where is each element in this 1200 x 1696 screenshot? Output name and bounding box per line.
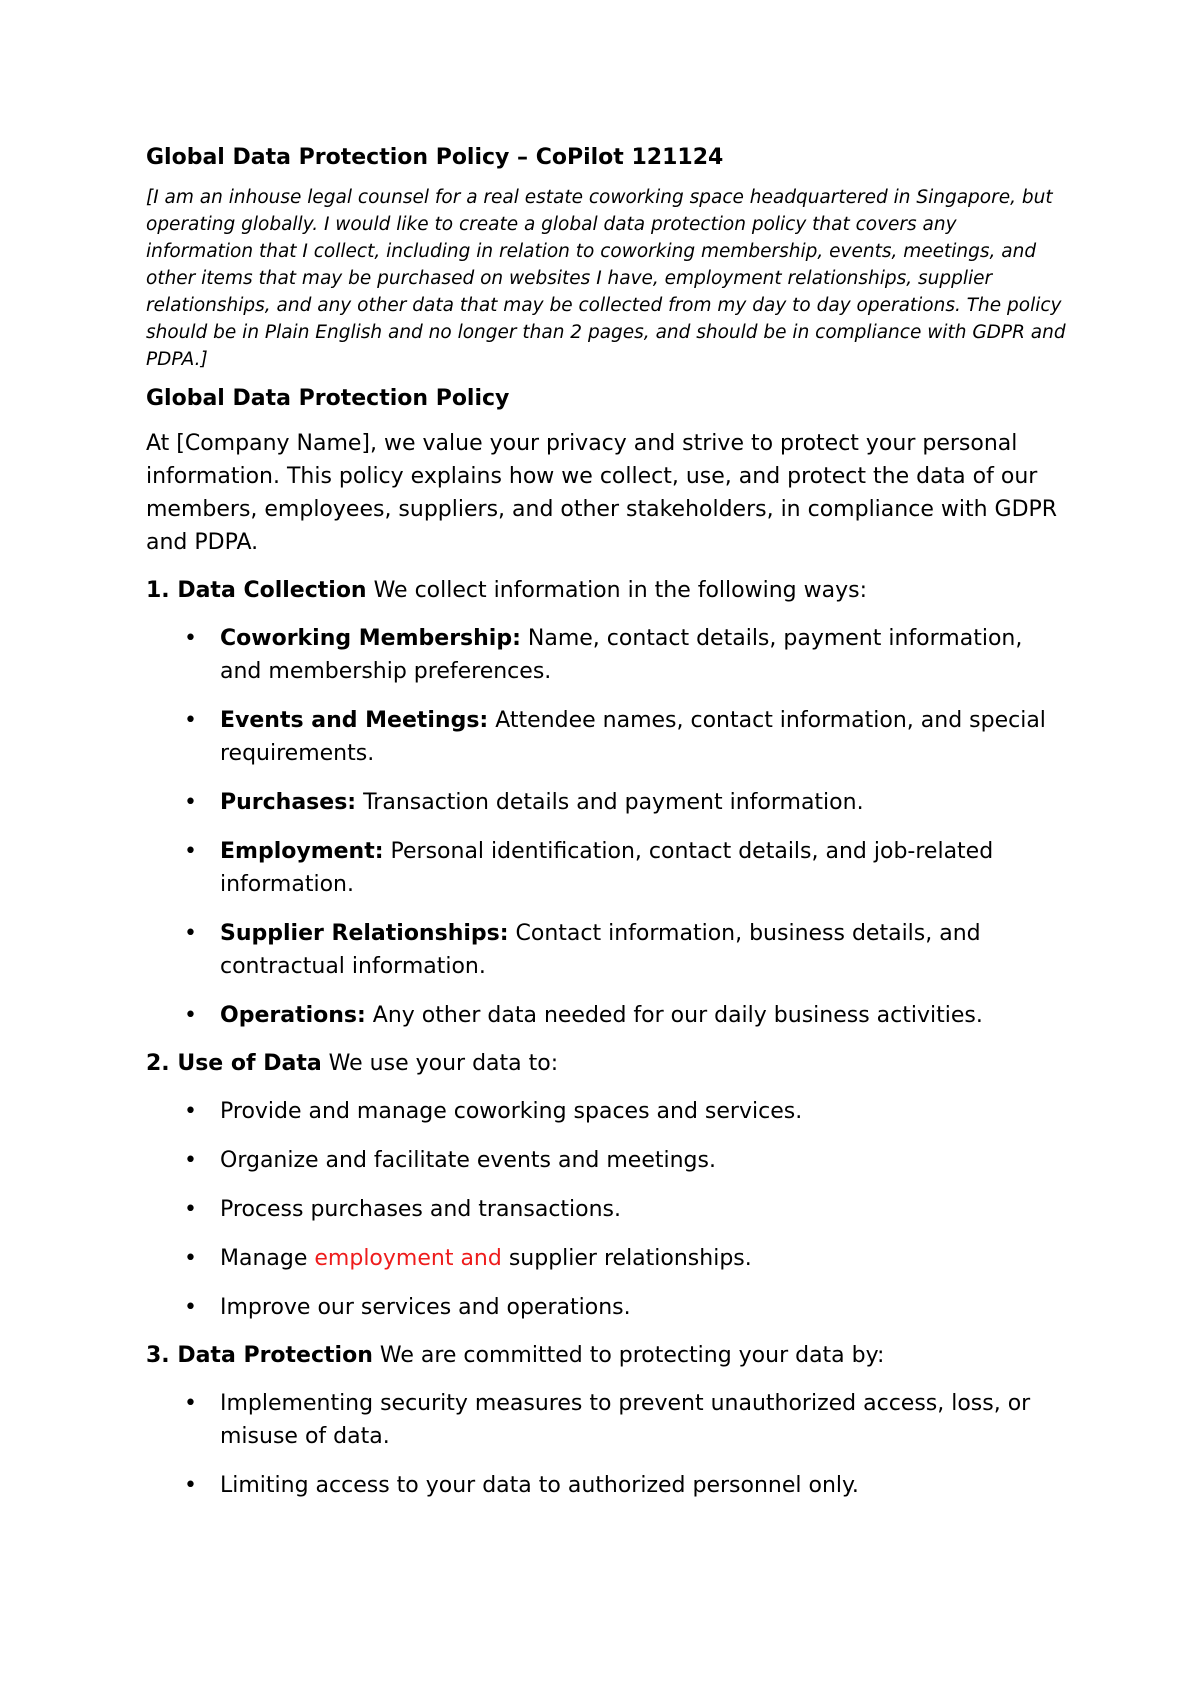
- list-item: [146, 704, 1066, 770]
- prompt-text: [I am an inhouse legal counsel for a real estate coworking space headquartered in Singapore, but operating globally. I would like to create a global data protection policy that covers any information that I collect, including in relation to coworking membership, events, meetings, and other items that may be purchased on websites I have, employment relationships, supplier relationships, and any other data that may be collected from my day to day operations. The policy should be in Plain English and no longer than 2 pages, and should be in compliance with GDPR and PDPA.]: [146, 187, 1066, 370]
- item-label: Events and Meetings:: [220, 708, 489, 733]
- item-text: Improve our services and operations.: [220, 1295, 631, 1320]
- bullet-icon: •: [184, 1003, 197, 1028]
- list-item: [146, 999, 1066, 1032]
- section-data-protection: [146, 1339, 1066, 1372]
- list-item: [146, 1144, 1066, 1177]
- list-item: [146, 1193, 1066, 1226]
- item-label: Supplier Relationships:: [220, 921, 509, 946]
- bullet-icon: •: [184, 626, 197, 651]
- data-protection-list: [146, 1387, 1066, 1502]
- section-data-collection: [146, 574, 1066, 607]
- use-of-data-list: [146, 1095, 1066, 1324]
- list-item: [146, 917, 1066, 983]
- item-label: Employment:: [220, 839, 384, 864]
- bullet-icon: •: [184, 1099, 197, 1124]
- section-lead: We are committed to protecting your data by:: [372, 1343, 885, 1368]
- document-title: Global Data Protection Policy – CoPilot 121124: [146, 145, 724, 170]
- bullet-icon: •: [184, 708, 197, 733]
- item-text: Process purchases and transactions.: [220, 1197, 622, 1222]
- item-label: Operations:: [220, 1003, 366, 1028]
- section-heading: 2. Use of Data: [146, 1051, 322, 1076]
- bullet-icon: •: [184, 1148, 197, 1173]
- section-heading: 1. Data Collection: [146, 578, 367, 603]
- item-text: Contact information, business details, and contractual information.: [220, 921, 981, 979]
- section-lead: We collect information in the following ways:: [366, 578, 867, 603]
- item-text: Any other data needed for our daily business activities.: [365, 1003, 983, 1028]
- bullet-icon: •: [184, 1197, 197, 1222]
- highlighted-text: employment and: [314, 1246, 502, 1271]
- item-text-before: Manage: [220, 1246, 315, 1271]
- list-item: [146, 1095, 1066, 1128]
- intro-paragraph: At [Company Name], we value your privacy and strive to protect your personal information. This policy explains how we collect, use, and protect the data of our members, employees, suppliers, and other stakeholders, in compliance with GDPR and PDPA.: [146, 431, 1058, 555]
- bullet-icon: •: [184, 790, 197, 815]
- section-use-of-data: [146, 1047, 1066, 1080]
- data-collection-list: [146, 622, 1066, 1032]
- bullet-icon: •: [184, 1391, 197, 1416]
- section-heading: 3. Data Protection: [146, 1343, 373, 1368]
- item-text: Transaction details and payment information.: [356, 790, 864, 815]
- item-text: Name, contact details, payment information, and membership preferences.: [220, 626, 1023, 684]
- bullet-icon: •: [184, 1473, 197, 1498]
- bullet-icon: •: [184, 921, 197, 946]
- list-item: [146, 835, 1066, 901]
- list-item: [146, 1469, 1066, 1502]
- item-text: Organize and facilitate events and meetings.: [220, 1148, 716, 1173]
- item-label: Coworking Membership:: [220, 626, 521, 651]
- bullet-icon: •: [184, 1295, 197, 1320]
- item-label: Purchases:: [220, 790, 357, 815]
- item-text: Implementing security measures to prevent unauthorized access, loss, or misuse of data.: [220, 1391, 1031, 1449]
- item-text: Attendee names, contact information, and special requirements.: [220, 708, 1046, 766]
- list-item: [146, 622, 1066, 688]
- list-item: [146, 786, 1066, 819]
- bullet-icon: •: [184, 839, 197, 864]
- policy-title: Global Data Protection Policy: [146, 386, 510, 411]
- document-body: [146, 142, 1066, 1517]
- list-item: [146, 1242, 1066, 1275]
- list-item: [146, 1387, 1066, 1453]
- item-text: Provide and manage coworking spaces and services.: [220, 1099, 803, 1124]
- item-text-after: supplier relationships.: [501, 1246, 752, 1271]
- item-text: Personal identification, contact details, and job-related information.: [220, 839, 994, 897]
- list-item: [146, 1291, 1066, 1324]
- item-text: Limiting access to your data to authorized personnel only.: [220, 1473, 859, 1498]
- bullet-icon: •: [184, 1246, 197, 1271]
- section-lead: We use your data to:: [321, 1051, 559, 1076]
